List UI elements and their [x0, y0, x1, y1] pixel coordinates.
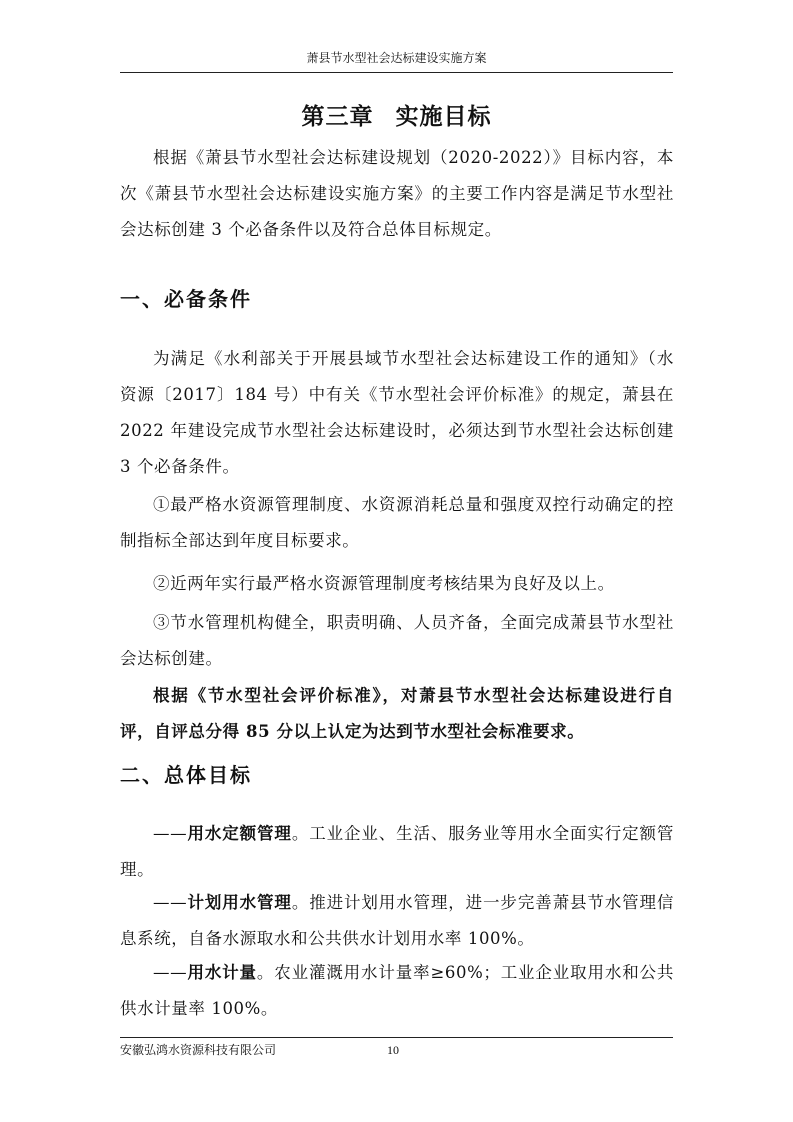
goal-text: 。工业企业、生活、服务业等用水全面实行定额管理。: [120, 824, 675, 879]
self-evaluation-note: 根据《节水型社会评价标准》，对萧县节水型社会达标建设进行自评，自评总分得 85 分以上认定为达到节水型社会标准要求。: [120, 686, 674, 741]
footer-company: 安徽弘鸿水资源科技有限公司: [120, 1043, 277, 1057]
conditions-paragraph: 为满足《水利部关于开展县域节水型社会达标建设工作的通知》（水资源〔2017〕184 号）中有关《节水型社会评价标准》的规定，萧县在 2022 年建设完成节水型社会达标建设时，必须达到节水型社会达标创建 3 个必备条件。: [120, 349, 674, 476]
section-heading-overall-goals: 二、总体目标: [120, 763, 252, 787]
goal-label: 用水定额管理: [187, 824, 292, 843]
goal-dash: ——: [153, 963, 188, 982]
goal-item: [120, 885, 674, 957]
chapter-name: 实施目标: [395, 104, 492, 130]
intro-paragraph: 根据《萧县节水型社会达标建设规划（2020-2022）》目标内容，本次《萧县节水型社会达标建设实施方案》的主要工作内容是满足节水型社会达标创建 3 个必备条件以及符合总体目标规定。: [120, 148, 674, 239]
header-divider: [120, 72, 673, 73]
page-number: 10: [387, 1043, 399, 1057]
goal-text: 。推进计划用水管理，进一步完善萧县节水管理信息系统，自备水源取水和公共供水计划用水率 100%。: [120, 893, 675, 948]
goal-label: 用水计量: [187, 963, 257, 982]
section-heading-required-conditions: 一、必备条件: [120, 287, 252, 311]
footer-divider: [120, 1037, 673, 1038]
page-header: 萧县节水型社会达标建设实施方案: [306, 51, 487, 65]
goal-item: [120, 955, 674, 1027]
chapter-number: 第三章: [301, 104, 374, 130]
condition-item-1: ①最严格水资源管理制度、水资源消耗总量和强度双控行动确定的控制指标全部达到年度目标要求。: [120, 495, 674, 550]
goal-item: [120, 816, 674, 888]
chapter-title: [120, 100, 673, 134]
condition-item-2: ②近两年实行最严格水资源管理制度考核结果为良好及以上。: [153, 574, 615, 593]
goal-dash: ——: [153, 824, 188, 843]
goal-dash: ——: [153, 893, 188, 912]
goal-label: 计划用水管理: [187, 893, 292, 912]
goal-text: 。农业灌溉用水计量率≥60%；工业企业取用水和公共供水计量率 100%。: [120, 963, 675, 1018]
condition-item-3: ③节水管理机构健全，职责明确、人员齐备，全面完成萧县节水型社会达标创建。: [120, 613, 674, 668]
